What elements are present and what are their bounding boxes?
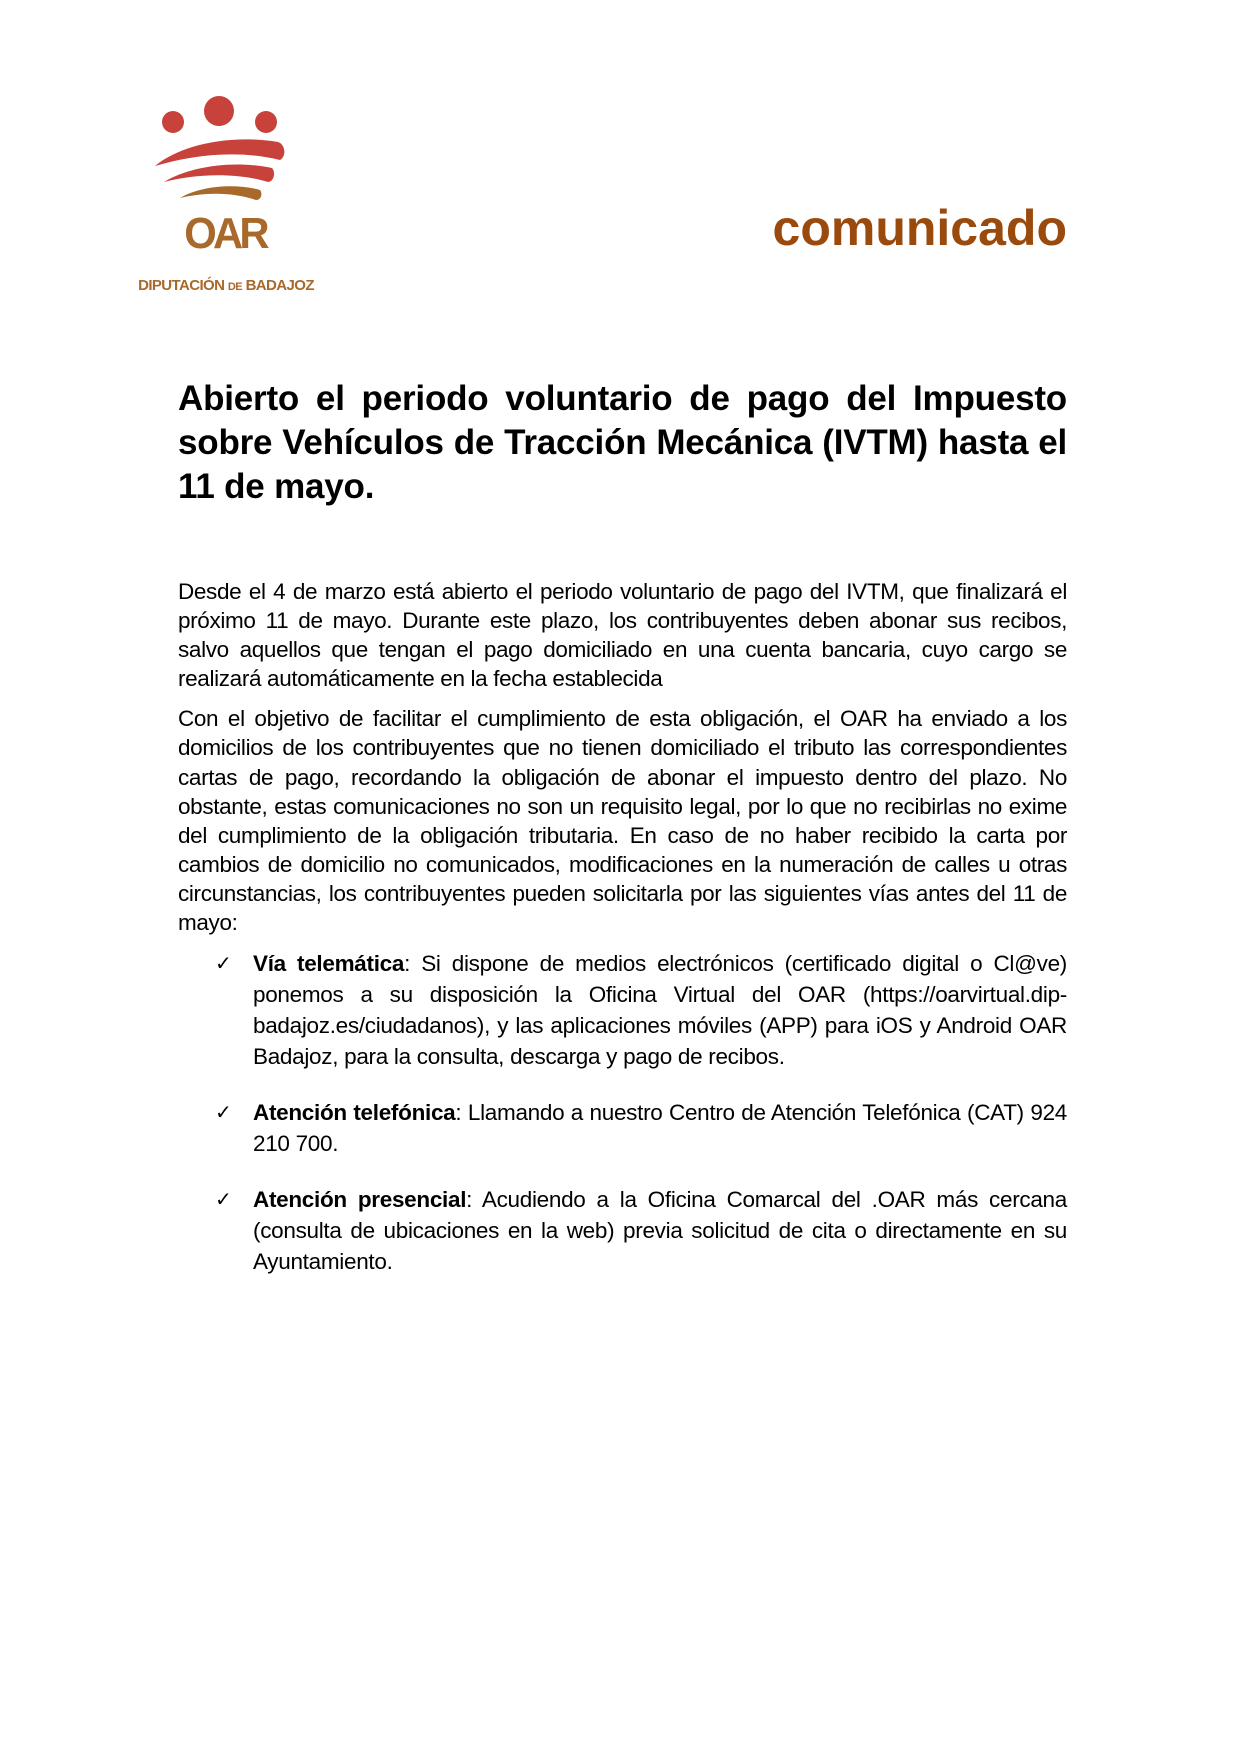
- logo-subtitle-part3: BADAJOZ: [245, 277, 314, 294]
- page-title: Abierto el periodo voluntario de pago del Impuesto sobre Vehículos de Tracción Mecánica (IVTM) hasta el 11 de mayo.: [178, 379, 1067, 506]
- oar-logo: [120, 90, 330, 300]
- list-item-label: Atención presencial: [253, 1187, 467, 1213]
- list-item-text: : Llamando a nuestro Centro de Atención Telefónica (CAT) 924 210 700.: [253, 1100, 1067, 1157]
- list-item-label: Atención telefónica: [253, 1100, 456, 1126]
- channel-list: [178, 948, 1067, 1277]
- list-item: [178, 1097, 1067, 1159]
- document-body: [178, 577, 1067, 1277]
- logo-subtitle: [126, 278, 326, 293]
- logo-acronym: OAR: [184, 209, 266, 258]
- paragraph: Con el objetivo de facilitar el cumplimiento de esta obligación, el OAR ha enviado a los domicilios de los contribuyentes que no tienen domiciliado el tributo las correspondientes cartas de pago, recordando la obligación de abonar el impuesto dentro del plazo. No obstante, estas comunicaciones no son un requisito legal, por lo que no recibirlas no exime del cumplimiento de la obligación tributaria. En caso de no haber recibido la carta por cambios de domicilio no comunicados, modificaciones en la numeración de calles u otras circunstancias, los contribuyentes pueden solicitarla por las siguientes vías antes del 11 de mayo:: [178, 706, 1067, 936]
- logo-subtitle-part1: DIPUTACIÓN: [138, 277, 225, 294]
- document-content: [178, 377, 1067, 1302]
- crown-emblem-icon: [120, 90, 330, 210]
- list-item-text: : Si dispone de medios electrónicos (certificado digital o Cl@ve) ponemos a su disposición la Oficina Virtual del OAR (https://oarvirtual.dip-badajoz.es/ciudadanos), y las aplicaciones móviles (APP) para iOS y Android OAR Badajoz, para la consulta, descarga y pago de recibos.: [253, 951, 1068, 1070]
- document-type-heading: comunicado: [772, 200, 1067, 256]
- logo-subtitle-part2: DE: [227, 281, 242, 293]
- list-item-label: Vía telemática: [253, 951, 405, 977]
- check-mark-icon: ✓: [215, 1100, 232, 1125]
- list-item-text: : Acudiendo a la Oficina Comarcal del .OAR más cercana (consulta de ubicaciones en la web) previa solicitud de cita o directamente en su Ayuntamiento.: [253, 1187, 1067, 1275]
- paragraph: Desde el 4 de marzo está abierto el periodo voluntario de pago del IVTM, que finalizará el próximo 11 de mayo. Durante este plazo, los contribuyentes deben abonar sus recibos, salvo aquellos que tengan el pago domiciliado en una cuenta bancaria, cuyo cargo se realizará automáticamente en la fecha establecida: [178, 579, 1067, 692]
- check-mark-icon: ✓: [215, 1187, 232, 1212]
- check-mark-icon: ✓: [215, 951, 232, 976]
- list-item: [178, 948, 1067, 1072]
- list-item: [178, 1184, 1067, 1277]
